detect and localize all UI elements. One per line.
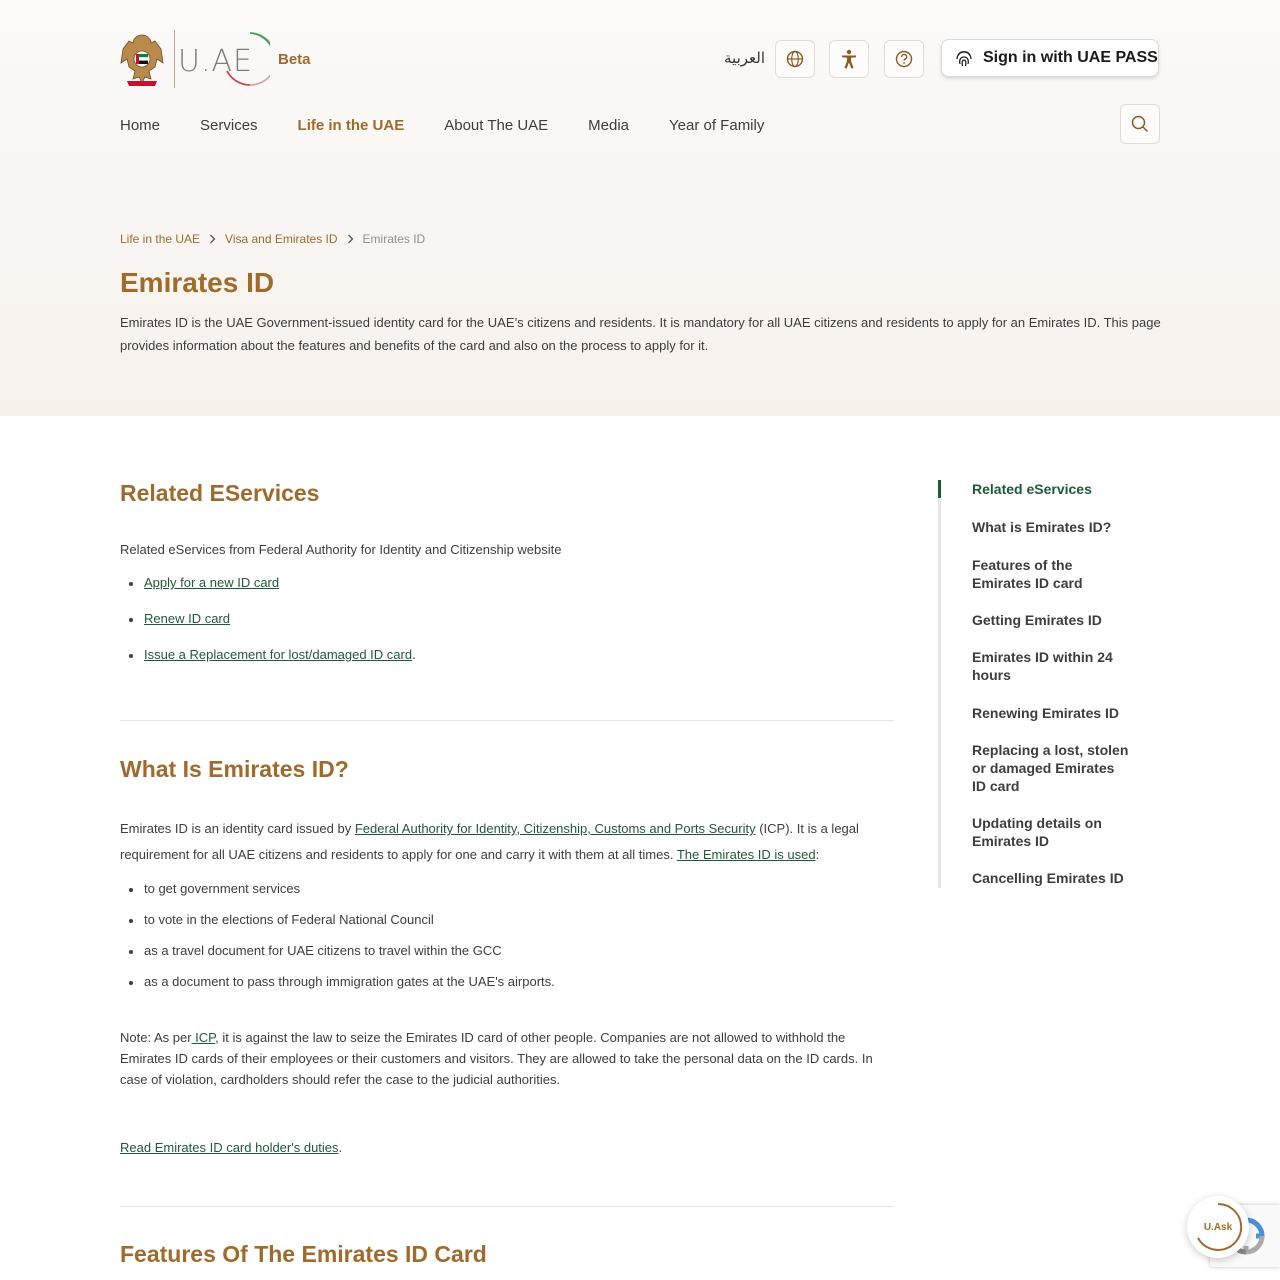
features-heading: Features Of The Emirates ID Card <box>120 1241 487 1267</box>
icp-authority-link[interactable]: Federal Authority for Identity, Citizenship, Customs and Ports Security <box>354 821 756 836</box>
accessibility-button[interactable] <box>829 40 869 78</box>
list-item <box>120 575 416 590</box>
icp-link[interactable]: ICP <box>191 1030 216 1045</box>
paragraph-text: Emirates ID is an identity card issued by <box>120 821 355 836</box>
signin-label: Sign in with UAE PASS <box>983 49 1158 66</box>
toc-item-cancelling[interactable]: Cancelling Emirates ID <box>972 870 1124 886</box>
toc-item-within-24-hours[interactable]: Emirates ID within 24 hours <box>972 649 1113 683</box>
list-item: to get government services <box>120 881 555 896</box>
toc-item-updating-details[interactable]: Updating details on Emirates ID <box>972 815 1102 849</box>
paragraph-text: , it is against the law to seize the Emirates ID card of other people. Companies are not allowed to withhold the Emirates ID cards of their employees or their customers and visitors. They are allowed to take the personal data on the ID cards. In case of violation, cardholders should refer the case to the judicial authorities. <box>120 1030 873 1087</box>
list-period: . <box>412 647 416 662</box>
renew-id-link[interactable]: Renew ID card <box>144 611 230 626</box>
list-item <box>120 647 416 662</box>
toc-item-getting-emirates-id[interactable]: Getting Emirates ID <box>972 612 1102 628</box>
related-eservices-heading: Related EServices <box>120 480 320 506</box>
accessibility-icon <box>840 49 858 69</box>
hero-banner <box>0 0 1280 416</box>
nav-item-home[interactable]: Home <box>120 117 161 134</box>
uae-pass-signin-button[interactable] <box>941 39 1159 77</box>
toc-item-related-eservices[interactable]: Related eServices <box>972 481 1092 497</box>
chevron-right-icon <box>347 234 354 244</box>
paragraph-text: : <box>815 847 820 862</box>
breadcrumb <box>120 232 425 246</box>
globe-button[interactable] <box>775 40 815 78</box>
list-item: as a document to pass through immigration gates at the UAE's airports. <box>120 974 555 989</box>
nav-item-services[interactable]: Services <box>200 117 258 134</box>
beta-label: Beta <box>278 51 311 68</box>
emirates-id-uses-list <box>120 881 555 989</box>
emirates-id-used-link[interactable]: The Emirates ID is used <box>676 847 816 862</box>
fingerprint-icon <box>954 48 974 68</box>
chevron-right-icon <box>209 234 216 244</box>
uae-emblem-icon <box>119 29 165 89</box>
uae-logo[interactable] <box>119 28 269 90</box>
icp-note-paragraph <box>120 1027 880 1090</box>
section-divider <box>120 1206 894 1207</box>
breadcrumb-visa-and-emirates-id[interactable]: Visa and Emirates ID <box>225 232 338 246</box>
list-item: to vote in the elections of Federal National Council <box>120 912 555 927</box>
related-eservices-list <box>120 575 416 662</box>
page-intro: Emirates ID is the UAE Government-issued identity card for the UAE’s citizens and residents. It is mandatory for all UAE citizens and residents to apply for an Emirates ID. This page provides information about the features and benefits of the card and also on the process to apply for it. <box>120 315 1161 353</box>
breadcrumb-life-in-the-uae[interactable]: Life in the UAE <box>120 232 201 246</box>
replace-id-link[interactable]: Issue a Replacement for lost/damaged ID card <box>144 647 413 662</box>
toc-item-renewing[interactable]: Renewing Emirates ID <box>972 705 1120 721</box>
globe-icon <box>786 50 804 68</box>
logo-divider <box>174 30 175 88</box>
list-item <box>120 611 416 626</box>
list-item: as a travel document for UAE citizens to travel within the GCC <box>120 943 555 958</box>
paragraph-text: . <box>338 1140 343 1155</box>
page-title: Emirates ID <box>120 267 275 298</box>
paragraph-text: (ICP). It is a legal requirement for all UAE citizens and residents to apply for one and carry it with them at all times. <box>120 821 859 862</box>
uae-wordmark: U.AE <box>178 44 253 79</box>
toc-item-replacing[interactable]: Replacing a lost, stolen or damaged Emirates ID card <box>972 742 1129 794</box>
duties-paragraph <box>120 1136 342 1159</box>
section-divider <box>120 720 894 721</box>
search-button[interactable] <box>1120 104 1160 144</box>
nav-item-about-the-uae[interactable]: About The UAE <box>444 117 549 134</box>
what-is-emirates-id-heading: What Is Emirates ID? <box>120 756 349 782</box>
help-icon <box>895 50 913 68</box>
toc-item-what-is-emirates-id[interactable]: What is Emirates ID? <box>972 519 1112 535</box>
card-holder-duties-link[interactable]: Read Emirates ID card holder's duties <box>120 1140 339 1155</box>
toc-active-indicator <box>938 480 941 498</box>
paragraph-text: Note: As per <box>120 1030 192 1045</box>
nav-item-media[interactable]: Media <box>588 117 630 134</box>
nav-item-life-in-the-uae[interactable]: Life in the UAE <box>297 117 405 134</box>
table-of-contents <box>938 480 1158 888</box>
uask-label: U.Ask <box>1203 1221 1233 1233</box>
apply-new-id-link[interactable]: Apply for a new ID card <box>144 575 280 590</box>
main-nav <box>120 117 804 134</box>
search-icon <box>1131 115 1149 133</box>
help-button[interactable] <box>884 40 924 78</box>
related-eservices-intro: Related eServices from Federal Authority for Identity and Citizenship website <box>120 542 562 557</box>
what-is-emirates-id-paragraph <box>120 816 894 868</box>
nav-item-year-of-family[interactable]: Year of Family <box>669 117 765 134</box>
toc-item-features[interactable]: Features of the Emirates ID card <box>972 557 1083 591</box>
uask-chat-button[interactable] <box>1187 1196 1249 1258</box>
breadcrumb-emirates-id: Emirates ID <box>362 232 426 246</box>
language-link[interactable]: العربية <box>724 49 765 67</box>
